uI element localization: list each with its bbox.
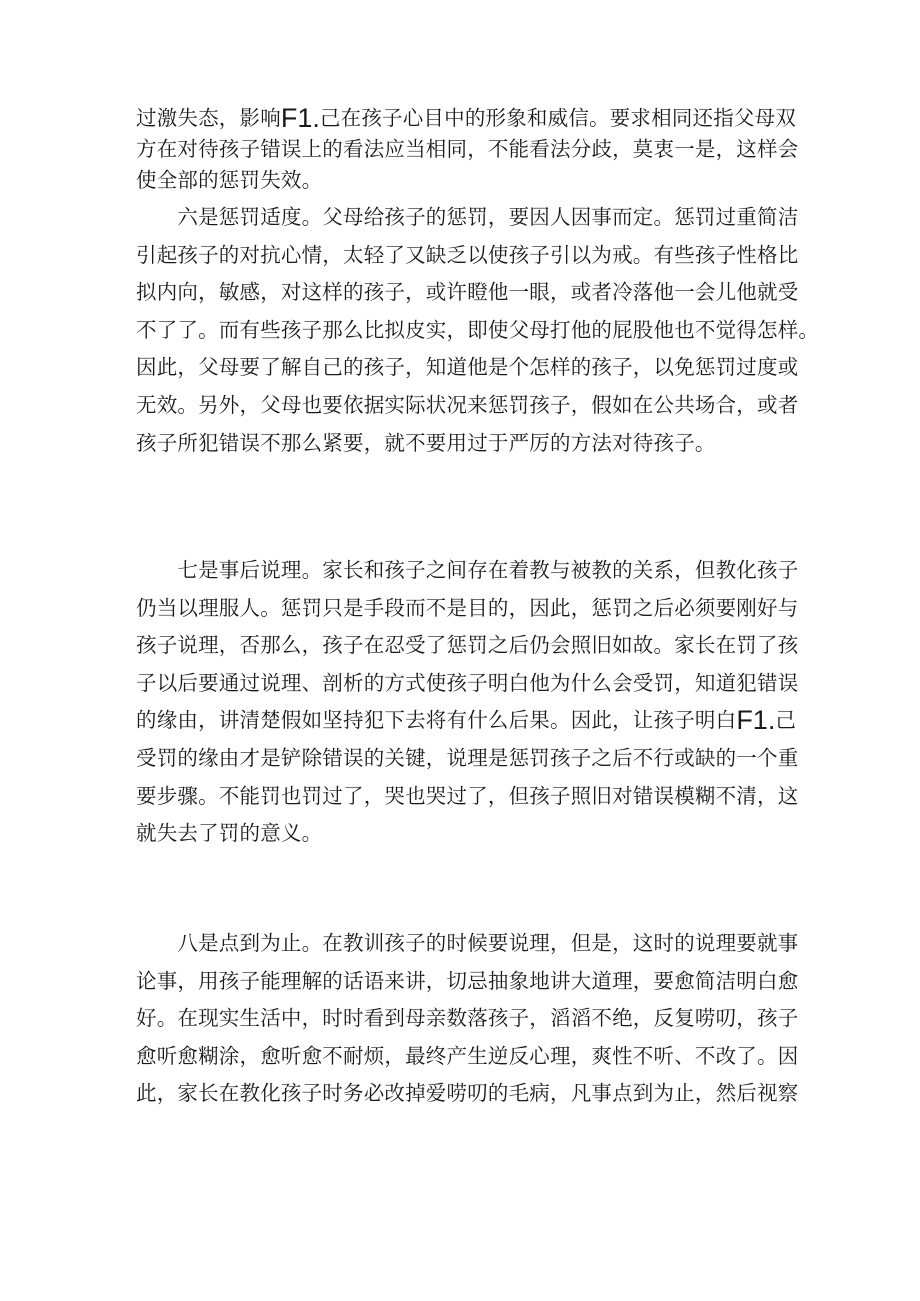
text-line: 要步骤。不能罚也罚过了，哭也哭过了，但孩子照旧对错误模糊不清，这: [136, 783, 799, 808]
text-line: 无效。另外，父母也要依据实际状况来惩罚孩子，假如在公共场合，或者: [136, 392, 799, 417]
text-line: 六是惩罚适度。父母给孩子的惩罚，要因人因事而定。惩罚过重简洁: [136, 205, 799, 229]
garbled-f1-glyph: F1.: [280, 103, 320, 133]
text-line: 受罚的缘由才是铲除错误的关键，说理是惩罚孩子之后不行或缺的一个重: [136, 745, 799, 770]
text-line: 不了了。而有些孩子那么比拟皮实，即使父母打他的屁股他也不觉得怎样。: [136, 317, 820, 342]
text-line: 引起孩子的对抗心情，太轻了又缺乏以使孩子引以为戒。有些孩子性格比: [136, 242, 799, 267]
text-line: 好。在现实生活中，时时看到母亲数落孩子，滔滔不绝，反复唠叨，孩子: [136, 1006, 799, 1031]
paragraph-six: [136, 199, 820, 462]
text-line: 使全部的惩罚失效。: [136, 168, 323, 192]
text-line: 孩子所犯错误不那么紧要，就不要用过于严厉的方法对待孩子。: [136, 430, 716, 455]
text-line: 仍当以理服人。惩罚只是手段而不是目的，因此，惩罚之后必须要刚好与: [136, 595, 799, 620]
text-line: 方在对待孩子错误上的看法应当相同，不能看法分歧，莫衷一是，这样会: [136, 137, 799, 161]
garbled-f1-glyph: F1.: [736, 705, 776, 736]
text-line: 因此，父母要了解自己的孩子，知道他是个怎样的孩子，以免惩罚过度或: [136, 355, 799, 380]
text-line: 七是事后说理。家长和孩子之间存在着教与被教的关系，但教化孩子: [136, 558, 799, 582]
text-line: 愈听愈糊涂，愈听愈不耐烦，最终产生逆反心理，爽性不听、不改了。因: [136, 1043, 799, 1068]
text-line: 子以后要通过说理、剖析的方式使孩子明白他为什么会受罚，知道犯错误: [136, 670, 799, 695]
intro-paragraph: [136, 103, 799, 196]
text-line: 八是点到为止。在教训孩子的时候要说理，但是，这时的说理要就事: [136, 931, 799, 955]
paragraph-eight: [136, 925, 799, 1113]
text-line: 论事，用孩子能理解的话语来讲，切忌抽象地讲大道理，要愈简洁明白愈: [136, 968, 799, 993]
text-line: 过激失态，影响F1.己在孩子心目中的形象和威信。要求相同还指父母双: [136, 103, 797, 133]
text-line: 孩子说理，否那么，孩子在忍受了惩罚之后仍会照旧如故。家长在罚了孩: [136, 633, 799, 658]
text-line: 就失去了罚的意义。: [136, 821, 323, 846]
paragraph-seven: [136, 552, 799, 853]
text-line: 此，家长在教化孩子时务必改掉爱唠叨的毛病，凡事点到为止，然后视察: [136, 1081, 799, 1106]
text-line: 的缘由，讲清楚假如坚持犯下去将有什么后果。因此，让孩子明白F1.己: [136, 705, 797, 736]
text-line: 拟内向，敏感，对这样的孩子，或许瞪他一眼，或者冷落他一会儿他就受: [136, 280, 799, 305]
